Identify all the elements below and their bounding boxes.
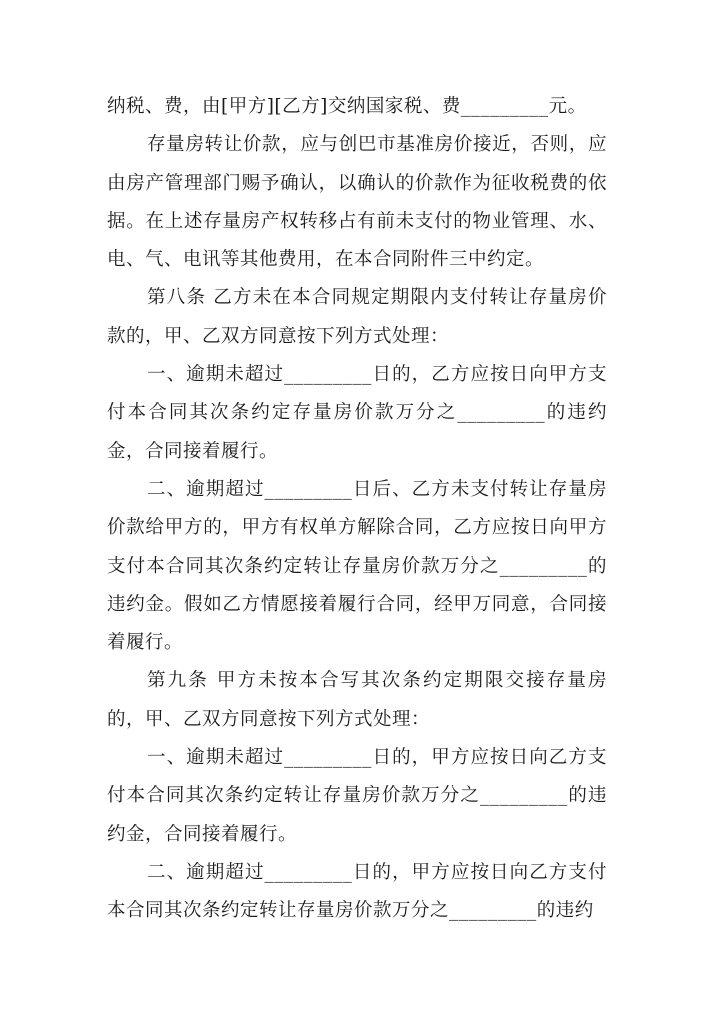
paragraph-article-8: 第八条 乙方未在本合同规定期限内支付转让存量房价款的，甲、乙双方同意按下列方式处理： bbox=[107, 287, 607, 347]
paragraph-article-9-item-1: 一、逾期未超过_________日的，甲方应按日向乙方支付本合同其次条约定转让存量房价款万分之_________的违约金，合同接着履行。 bbox=[107, 747, 607, 845]
paragraph-article-9-item-2: 二、逾期超过_________日的，甲方应按日向乙方支付本合同其次条约定转让存量房价款万分之_________的违约 bbox=[107, 861, 607, 922]
paragraph-article-8-item-1: 一、逾期未超过_________日的，乙方应按日向甲方支付本合同其次条约定存量房价款万分之_________的违约金，合同接着履行。 bbox=[107, 364, 607, 462]
paragraph-transfer-price: 存量房转让价款，应与创巴市基准房价接近，否则，应由房产管理部门赐予确认，以确认的价款作为征收税费的依据。在上述存量房产权转移占有前未支付的物业管理、水、电、气、电讯等其他费用，在本合同附件三中约定。 bbox=[107, 134, 607, 271]
paragraph-article-8-item-2: 二、逾期超过_________日后、乙方未支付转让存量房价款给甲方的，甲方有权单方解除合同，乙方应按日向甲方支付本合同其次条约定转让存量房价款万分之_________的违约金。假如乙方情愿接着履行合同，经甲万同意，合同接着履行。 bbox=[107, 478, 607, 654]
document-body bbox=[107, 88, 607, 931]
paragraph-tax-payment: 纳税、费，由[甲方][乙方]交纳国家税、费_________元。 bbox=[107, 96, 587, 117]
paragraph-article-9: 第九条 甲方未按本合写其次条约定期限交接存量房的，甲、乙双方同意按下列方式处理： bbox=[107, 670, 607, 730]
